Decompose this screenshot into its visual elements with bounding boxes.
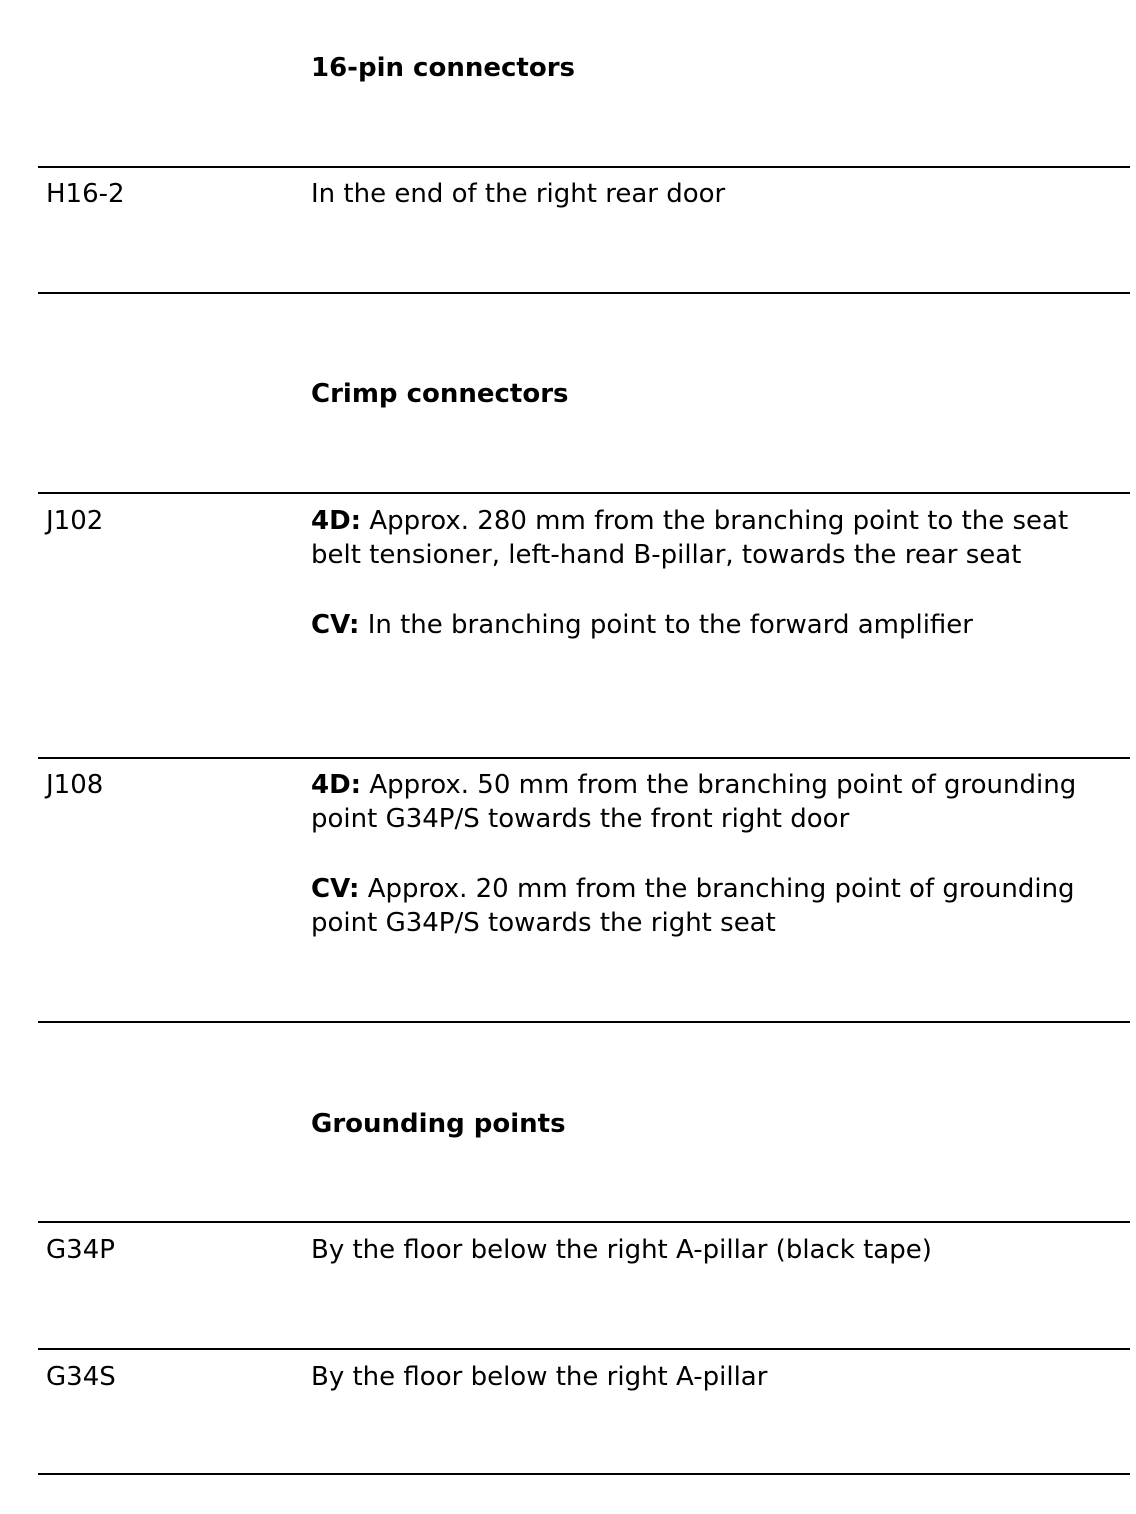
section-heading-crimp: Crimp connectors <box>311 379 569 409</box>
grounding-location: By the floor below the right A-pillar <box>311 1362 768 1392</box>
grounding-location: By the floor below the right A-pillar (black tape) <box>311 1235 932 1265</box>
variant-label: 4D: <box>311 770 362 800</box>
table-rule <box>38 492 1130 494</box>
location-paragraph-cv <box>311 608 1111 642</box>
table-rule <box>38 292 1130 294</box>
location-text: Approx. 20 mm from the branching point of grounding point G34P/S towards the right seat <box>311 874 1075 938</box>
section-heading-grounding: Grounding points <box>311 1109 566 1139</box>
table-rule <box>38 1221 1130 1223</box>
location-text: Approx. 50 mm from the branching point of grounding point G34P/S towards the front right door <box>311 770 1077 834</box>
location-paragraph-4d <box>311 768 1111 836</box>
connector-code: J108 <box>46 770 104 800</box>
table-rule <box>38 1348 1130 1350</box>
connector-location <box>311 504 1111 642</box>
connector-location <box>311 768 1111 940</box>
table-rule <box>38 757 1130 759</box>
location-text: Approx. 280 mm from the branching point to the seat belt tensioner, left-hand B-pillar, towards the rear seat <box>311 506 1069 570</box>
grounding-code: G34S <box>46 1362 116 1392</box>
connector-code: H16-2 <box>46 179 125 209</box>
location-paragraph-cv <box>311 872 1111 940</box>
variant-label: 4D: <box>311 506 362 536</box>
location-paragraph-4d <box>311 504 1111 572</box>
location-text: In the branching point to the forward amplifier <box>359 610 973 640</box>
variant-label: CV: <box>311 874 360 904</box>
connector-code: J102 <box>46 506 104 536</box>
grounding-code: G34P <box>46 1235 115 1265</box>
table-rule <box>38 1473 1130 1475</box>
table-rule <box>38 166 1130 168</box>
table-rule <box>38 1021 1130 1023</box>
connector-location: In the end of the right rear door <box>311 179 726 209</box>
variant-label: CV: <box>311 610 360 640</box>
section-heading-16-pin: 16-pin connectors <box>311 53 575 83</box>
